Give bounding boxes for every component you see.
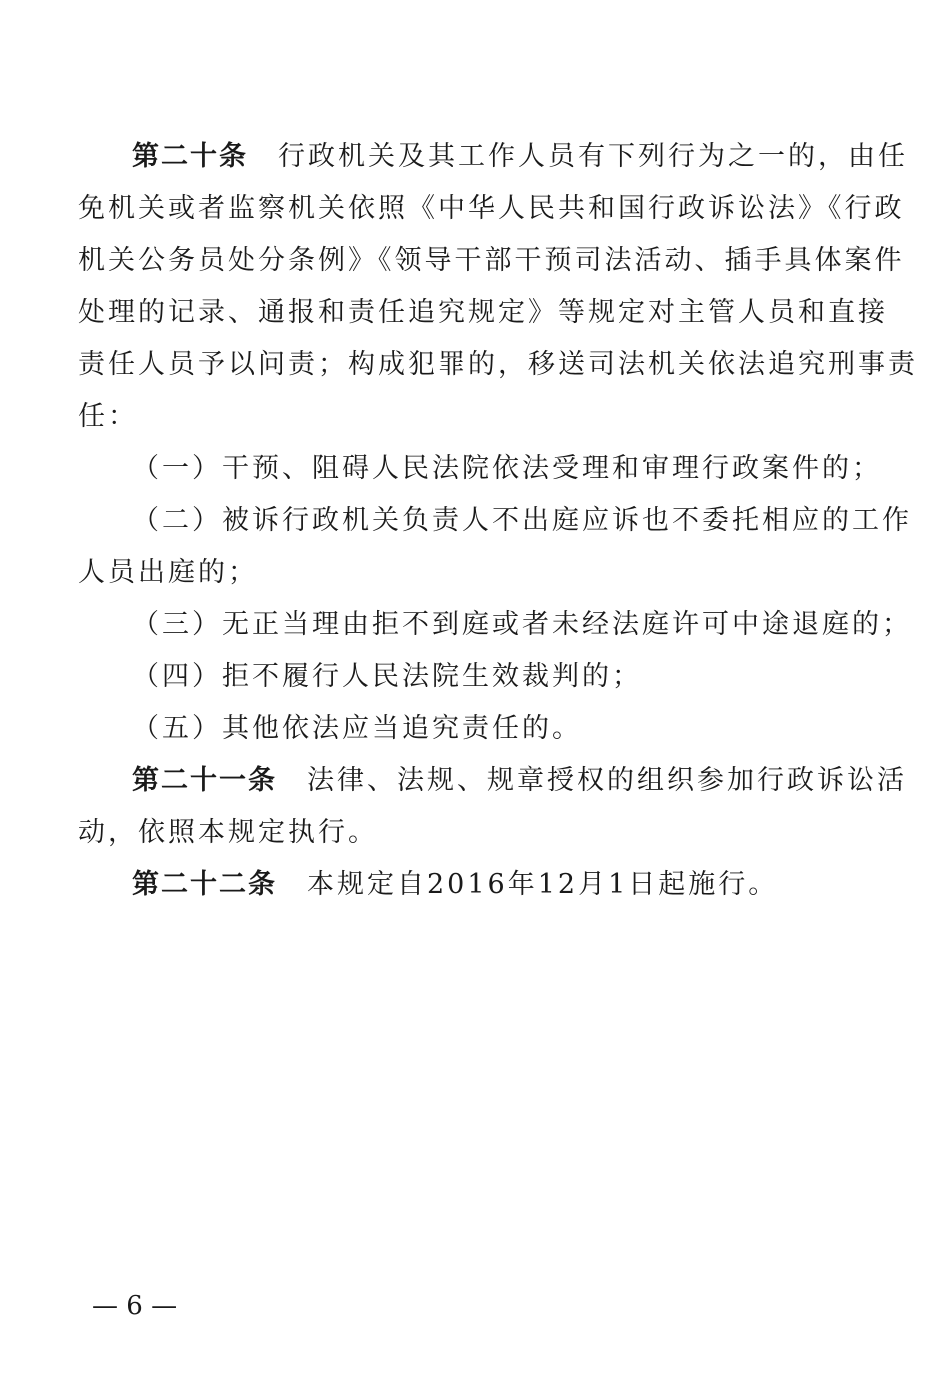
- article-20-line-1: [78, 131, 908, 183]
- article-20-line-3: 机关公务员处分条例》《领导干部干预司法活动、插手具体案件: [78, 245, 905, 276]
- article-22-text-1: 本规定自2016年12月1日起施行。: [307, 869, 779, 900]
- article-22-label: 第二十二条: [132, 869, 277, 900]
- article-20-line-2: 免机关或者监察机关依照《中华人民共和国行政诉讼法》《行政: [78, 193, 905, 224]
- article-20-text-1: 行政机关及其工作人员有下列行为之一的，由任: [278, 141, 908, 172]
- article-20-line-6: 任：: [78, 401, 138, 432]
- article-21-text-1: 法律、法规、规章授权的组织参加行政诉讼活: [307, 765, 907, 796]
- item-2-line-2: 人员出庭的；: [78, 557, 258, 588]
- article-21-line-2: 动，依照本规定执行。: [78, 817, 378, 848]
- article-20-line-5: 责任人员予以问责；构成犯罪的，移送司法机关依法追究刑事责: [78, 349, 918, 380]
- item-1: （一）干预、阻碍人民法院依法受理和审理行政案件的；: [132, 453, 882, 484]
- article-22-line-1: [78, 859, 856, 911]
- article-21-line-1: [78, 755, 907, 807]
- article-21-label: 第二十一条: [132, 765, 277, 796]
- page-number: — 6 —: [92, 1291, 178, 1321]
- article-20-label: 第二十条: [132, 141, 248, 172]
- article-20-line-4: 处理的记录、通报和责任追究规定》等规定对主管人员和直接: [78, 297, 888, 328]
- document-body: [78, 131, 918, 911]
- item-5: （五）其他依法应当追究责任的。: [132, 713, 582, 744]
- item-4: （四）拒不履行人民法院生效裁判的；: [132, 661, 642, 692]
- item-2-line-1: （二）被诉行政机关负责人不出庭应诉也不委托相应的工作: [132, 505, 912, 536]
- item-3: （三）无正当理由拒不到庭或者未经法庭许可中途退庭的；: [132, 609, 912, 640]
